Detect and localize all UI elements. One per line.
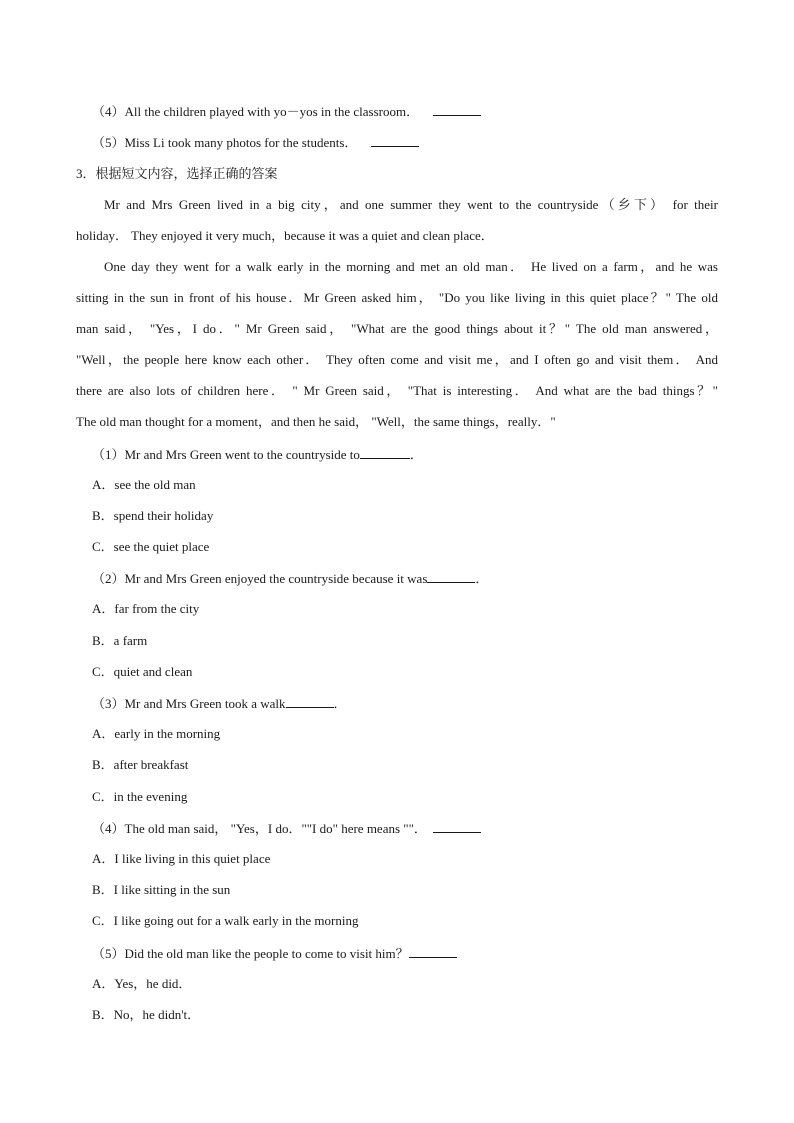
answer-blank[interactable]	[360, 446, 410, 459]
question-2: （2）Mr and Mrs Green enjoyed the countryside because it was ．	[92, 571, 489, 586]
option-4b[interactable]: B．I like sitting in the sun	[92, 882, 231, 897]
passage-line: there are also lots of children here． " Mr Green said， "That is interesting． And what are the bad things？"	[76, 383, 718, 398]
option-4a[interactable]: A．I like living in this quiet place	[92, 851, 271, 866]
prior-question-5-text: （5）Miss Li took many photos for the students．	[92, 135, 358, 150]
option-3b[interactable]: B．after breakfast	[92, 757, 189, 772]
answer-blank[interactable]	[427, 570, 475, 583]
answer-blank[interactable]	[371, 134, 419, 147]
answer-blank[interactable]	[286, 695, 334, 708]
answer-blank[interactable]	[433, 820, 481, 833]
option-1b[interactable]: B．spend their holiday	[92, 508, 214, 523]
question-3: （3）Mr and Mrs Green took a walk ．	[92, 696, 347, 711]
option-3a[interactable]: A．early in the morning	[92, 726, 221, 741]
prior-question-4-text: （4）All the children played with yo－yos in the classroom．	[92, 104, 420, 119]
prior-question-4	[92, 103, 481, 120]
option-2c[interactable]: C．quiet and clean	[92, 664, 193, 679]
option-1a[interactable]: A．see the old man	[92, 477, 196, 492]
option-3c[interactable]: C．in the evening	[92, 789, 188, 804]
question-5: （5）Did the old man like the people to come to visit him？	[92, 945, 457, 962]
option-2a[interactable]: A．far from the city	[92, 601, 200, 616]
question-4: （4）The old man said， "Yes，I do．""I do" here means ""．	[92, 820, 481, 837]
passage-line: "Well，the people here know each other． They often come and visit me，and I often go and visit them． And	[76, 352, 718, 367]
passage-line: holiday． They enjoyed it very much，because it was a quiet and clean place．	[76, 228, 494, 243]
question-1: （1）Mr and Mrs Green went to the countryside to ．	[92, 447, 423, 462]
passage-line: One day they went for a walk early in the morning and met an old man． He lived on a farm，and he was	[104, 259, 718, 274]
passage-line: sitting in the sun in front of his house．Mr Green asked him， "Do you like living in this quiet place？" The old	[76, 290, 718, 305]
section-heading: 3．根据短文内容，选择正确的答案	[76, 166, 278, 181]
passage-line: Mr and Mrs Green lived in a big city，and one summer they went to the countryside（乡下） for their	[104, 197, 718, 212]
option-4c[interactable]: C．I like going out for a walk early in the morning	[92, 913, 359, 928]
option-5a[interactable]: A．Yes，he did．	[92, 976, 192, 991]
option-1c[interactable]: C．see the quiet place	[92, 539, 210, 554]
passage-line: The old man thought for a moment，and then he said， "Well，the same things，really．"	[76, 414, 556, 429]
option-2b[interactable]: B．a farm	[92, 633, 148, 648]
prior-question-5	[92, 134, 419, 151]
passage-line: man said， "Yes，I do．" Mr Green said， "What are the good things about it？" The old man answered，	[76, 321, 718, 336]
answer-blank[interactable]	[433, 103, 481, 116]
answer-blank[interactable]	[409, 945, 457, 958]
option-5b[interactable]: B．No，he didn't．	[92, 1007, 201, 1022]
